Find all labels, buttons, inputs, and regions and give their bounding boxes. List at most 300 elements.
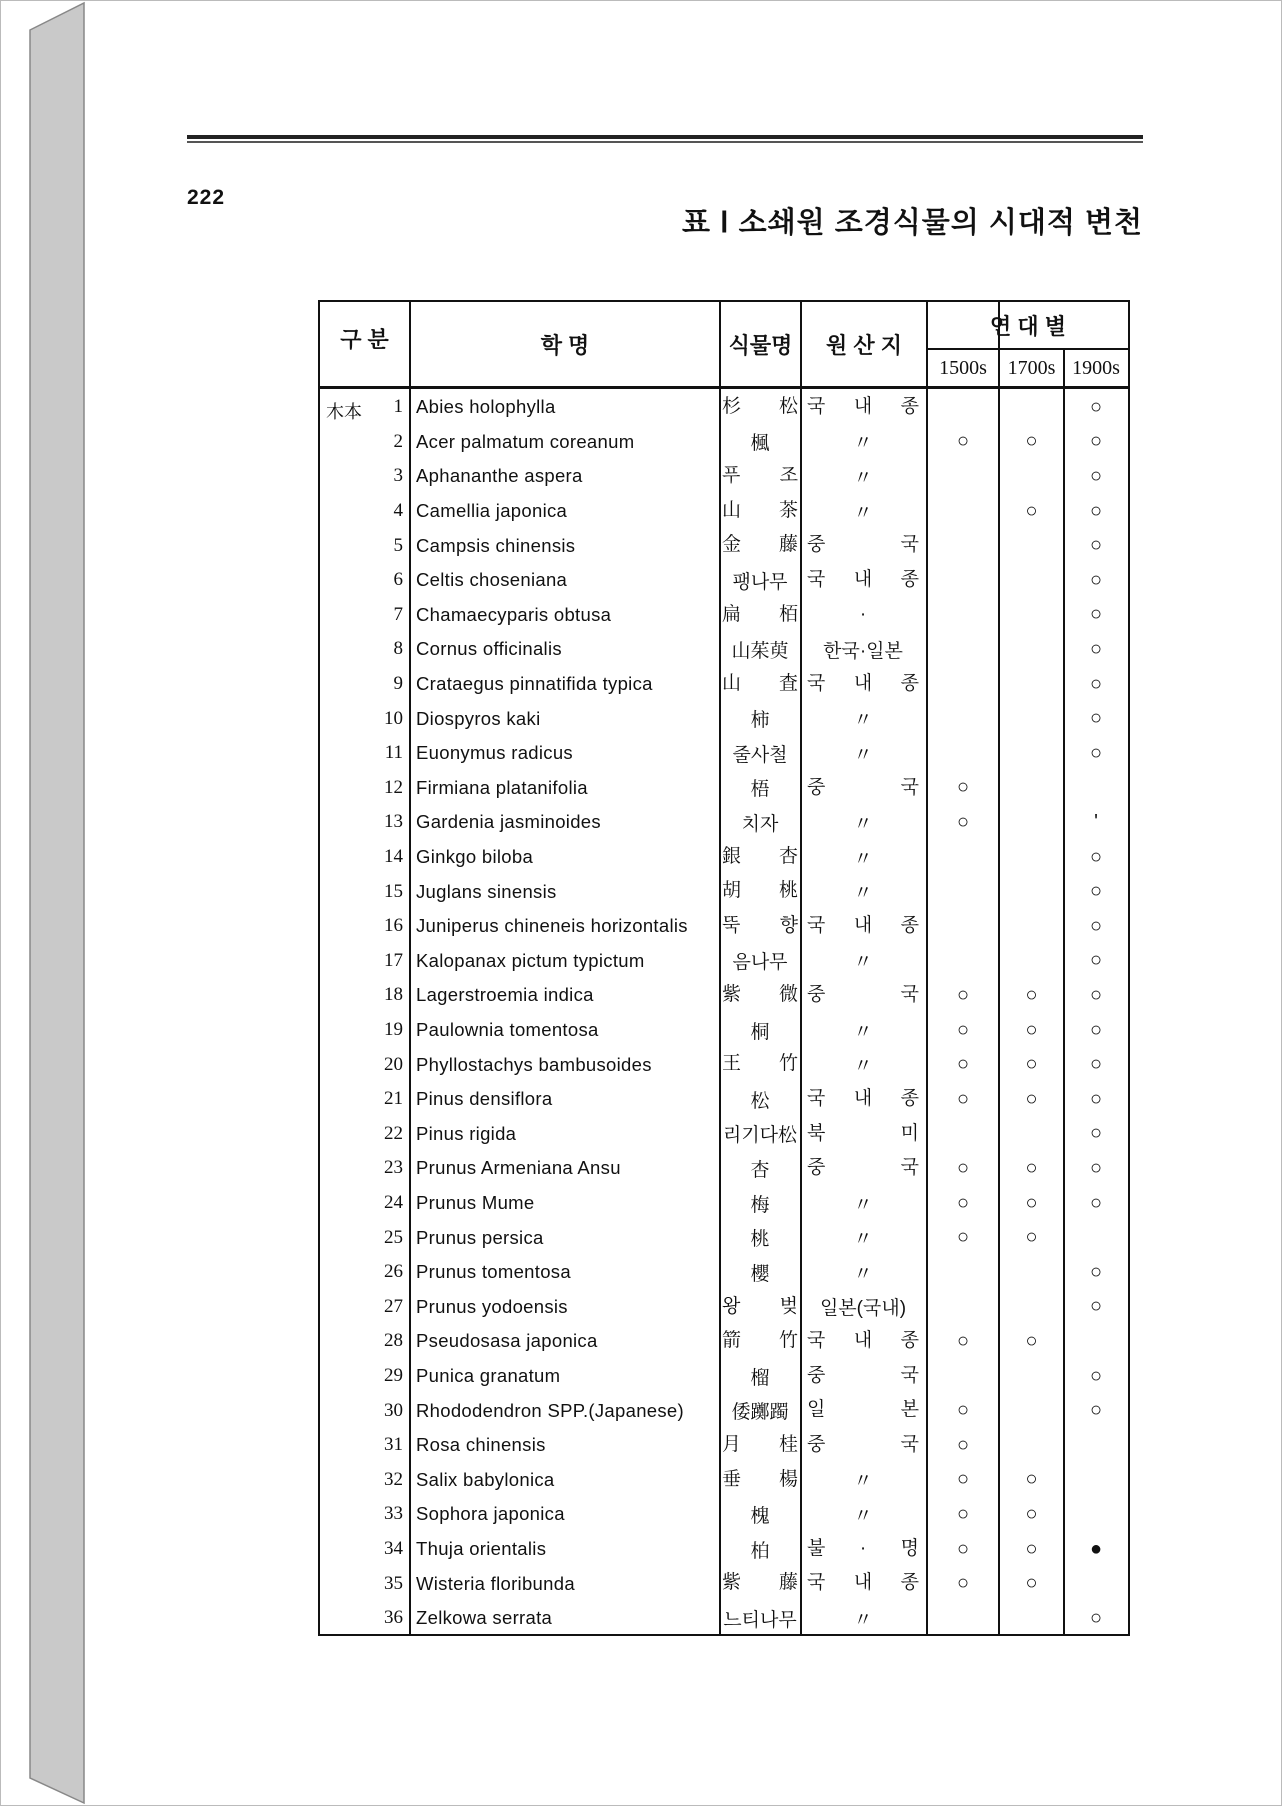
era-mark-1700s [1000,805,1063,840]
plant-name: 槐 [750,1505,770,1527]
origin: 국 내 종 [807,1572,919,1594]
era-mark-1900s: ● [1089,1537,1103,1560]
plant-name: 山 茶 [722,499,798,521]
scientific-name: Celtis choseniana [416,569,568,591]
scientific-name: Thuja orientalis [416,1538,547,1560]
era-mark-1700s [1000,944,1063,979]
table-row [320,1082,1128,1117]
header-divider [320,386,1128,389]
plant-name: 月 桂 [722,1434,798,1455]
row-number: 7 [393,603,403,625]
scientific-name: Salix babylonica [416,1468,555,1490]
scientific-name: Prunus yodoensis [416,1295,568,1317]
origin: 〃 [853,1505,873,1527]
era-mark-1900s [1065,1324,1127,1359]
scientific-name: Pinus rigida [416,1122,517,1144]
origin: 〃 [853,1229,873,1251]
scientific-name: Phyllostachys bambusoides [416,1053,652,1075]
era-mark-1700s [1000,1601,1063,1636]
era-mark-1700s: ○ [1025,1502,1038,1525]
era-mark-1900s: ○ [1089,880,1103,903]
era-mark-1900s: ○ [1089,1191,1103,1214]
table-row [320,1117,1128,1152]
origin: · [859,603,867,625]
header-era-1900s: 1900s [1072,356,1120,379]
row-number: 12 [384,776,403,798]
scientific-name: Lagerstroemia indica [416,984,594,1006]
table-row [320,667,1128,702]
era-mark-1900s: ○ [1089,1260,1103,1283]
era-mark-1500s [928,494,998,529]
era-mark-1900s: ○ [1089,845,1103,868]
table-row [320,390,1128,425]
table-row [320,459,1128,494]
table-row [320,1601,1128,1636]
row-number: 22 [384,1122,403,1144]
era-mark-1500s [928,598,998,633]
table-row [320,840,1128,875]
origin: 〃 [853,502,873,524]
era-mark-1700s [1000,390,1063,425]
plant-name: 王 竹 [722,1053,798,1075]
era-mark-1900s: ○ [1089,707,1103,730]
era-mark-1500s: ○ [956,810,970,833]
row-number: 21 [384,1088,403,1110]
era-mark-1900s [1065,1463,1127,1498]
era-mark-1500s [928,667,998,702]
row-number: 16 [384,915,403,937]
era-mark-1700s: ○ [1025,499,1038,522]
row-number: 19 [384,1019,403,1041]
era-mark-1500s [928,944,998,979]
origin: 〃 [853,1021,873,1043]
table-row [320,1220,1128,1255]
row-number: 28 [384,1330,403,1352]
header-rule-thin [187,141,1143,143]
era-mark-1900s: ○ [1089,949,1103,972]
plant-name: 紫 藤 [722,1572,798,1594]
table-row [320,736,1128,771]
era-mark-1700s [1000,874,1063,909]
era-mark-1700s [1000,598,1063,633]
table-row [320,909,1128,944]
era-mark-1500s: ○ [956,1433,970,1456]
table-row [320,528,1128,563]
era-mark-1500s [928,528,998,563]
era-mark-1700s [1000,909,1063,944]
era-mark-1900s: ○ [1089,672,1103,695]
plant-name: 山茱萸 [731,640,789,662]
origin: 〃 [853,744,873,766]
table-row [320,1359,1128,1394]
plant-name: 楓 [750,433,770,455]
scientific-name: Pseudosasa japonica [416,1330,598,1352]
table-row [320,494,1128,529]
table-row [320,425,1128,460]
scientific-name: Firmiana platanifolia [416,776,588,798]
era-mark-1500s: ○ [956,1502,970,1525]
scientific-name: Camellia japonica [416,500,568,522]
scientific-name: Crataegus pinnatifida typica [416,673,653,695]
era-mark-1900s: ○ [1089,914,1103,937]
scientific-name: Zelkowa serrata [416,1607,553,1629]
era-mark-1900s [1065,1428,1127,1463]
era-mark-1500s [928,874,998,909]
era-mark-1500s: ○ [956,1468,970,1491]
origin: 국 내 종 [807,915,919,936]
era-mark-1700s [1000,701,1063,736]
table-title: 표 Ⅰ 소쇄원 조경식물의 시대적 변천 [681,207,1143,239]
era-mark-1700s [1000,1359,1063,1394]
era-mark-1900s: ○ [1089,1606,1103,1629]
era-mark-1700s: ○ [1025,1329,1038,1352]
era-mark-1900s [1065,771,1127,806]
scientific-name: Abies holophylla [416,396,556,418]
row-number: 3 [393,465,403,487]
table-row [320,805,1128,840]
plant-name: 倭躑躅 [731,1402,789,1424]
era-mark-1700s: ○ [1025,1537,1038,1560]
era-mark-1700s [1000,459,1063,494]
origin: 북 미 [807,1122,919,1144]
group-label: 木本 [326,402,362,422]
origin: 중 국 [807,776,919,798]
era-mark-1700s: ○ [1025,983,1038,1006]
plant-name: 扁 栢 [722,603,798,625]
plant-name: 리기다松 [722,1125,798,1147]
table-row [320,874,1128,909]
era-mark-1500s [928,736,998,771]
era-mark-1500s [928,909,998,944]
scientific-name: Gardenia jasminoides [416,811,601,833]
scientific-name: Prunus persica [416,1226,544,1248]
era-mark-1900s [1065,1566,1127,1601]
table-row [320,701,1128,736]
era-mark-1500s: ○ [956,1572,970,1595]
origin: 국 내 종 [807,1330,919,1352]
scientific-name: Acer palmatum coreanum [416,430,635,452]
era-mark-1900s: ○ [1089,1018,1103,1041]
scientific-name: Rhododendron SPP.(Japanese) [416,1399,684,1421]
era-mark-1500s: ○ [956,776,970,799]
origin: 〃 [853,813,873,835]
scientific-name: Diospyros kaki [416,707,541,729]
table-row [320,1186,1128,1221]
row-number: 36 [384,1607,403,1629]
era-mark-1900s: ○ [1089,1364,1103,1387]
row-number: 8 [393,638,403,660]
page-number: 222 [187,186,226,209]
origin: 〃 [853,952,873,974]
era-mark-1900s: ○ [1089,603,1103,626]
era-mark-1500s [928,1117,998,1152]
era-mark-1900s: ○ [1089,1087,1103,1110]
scientific-name: Rosa chinensis [416,1434,546,1456]
row-number: 31 [384,1434,403,1456]
plant-name: 줄사철 [732,744,788,766]
origin: 〃 [853,1263,873,1285]
plant-name: 뚝 향 [722,915,798,936]
origin: 〃 [853,1194,873,1216]
row-number: 6 [393,569,403,591]
plant-name: 느티나무 [723,1609,797,1631]
era-mark-1700s: ○ [1025,1191,1038,1214]
origin: 중 국 [807,984,919,1006]
era-mark-1700s [1000,771,1063,806]
era-mark-1700s [1000,528,1063,563]
scientific-name: Prunus tomentosa [416,1261,571,1283]
era-mark-1700s [1000,563,1063,598]
scientific-name: Paulownia tomentosa [416,1019,599,1041]
table-row [320,978,1128,1013]
row-number: 27 [384,1295,403,1317]
plant-name: 櫻 [750,1263,770,1285]
era-mark-1700s [1000,1255,1063,1290]
table-row [320,598,1128,633]
plant-name: 팽나무 [732,571,788,593]
era-mark-1900s: ○ [1089,741,1103,764]
era-mark-1900s: ○ [1089,1053,1103,1076]
era-mark-1900s: ○ [1089,637,1103,660]
plant-name: 왕 벚 [722,1295,798,1317]
era-mark-1500s [928,1601,998,1636]
table-row [320,1497,1128,1532]
origin: 〃 [853,1471,873,1493]
era-mark-1700s: ○ [1025,1156,1038,1179]
book-spine [0,0,90,1806]
era-mark-1900s: ○ [1089,568,1103,591]
scientific-name: Chamaecyparis obtusa [416,603,612,625]
table-row [320,563,1128,598]
era-mark-1500s [928,459,998,494]
row-number: 33 [384,1503,403,1525]
era-mark-1500s: ○ [956,1156,970,1179]
era-mark-1700s [1000,1117,1063,1152]
row-number: 24 [384,1192,403,1214]
row-number: 10 [384,707,403,729]
table-row [320,1151,1128,1186]
table-row [320,771,1128,806]
era-mark-1500s: ○ [956,1087,970,1110]
era-mark-1900s [1065,1220,1127,1255]
era-mark-1700s: ○ [1025,1226,1038,1249]
origin: 중 국 [807,1434,919,1455]
era-mark-1700s: ○ [1025,1018,1038,1041]
era-mark-1900s [1065,1497,1127,1532]
era-mark-1500s [928,632,998,667]
era-mark-1500s: ○ [956,983,970,1006]
era-mark-1500s [928,840,998,875]
plant-name: 杉 松 [722,396,798,417]
era-mark-1500s [928,1255,998,1290]
era-mark-1500s: ○ [956,1537,970,1560]
table-row [320,1463,1128,1498]
header-era-1700s: 1700s [1007,356,1056,379]
scientific-name: Prunus Mume [416,1192,535,1214]
era-mark-1900s: ○ [1089,499,1103,522]
era-mark-1900s: ○ [1089,983,1103,1006]
era-mark-1700s [1000,1393,1063,1428]
row-number: 18 [384,984,403,1006]
row-number: 11 [384,742,403,764]
row-number: 20 [384,1053,403,1075]
era-mark-1500s: ○ [956,1018,970,1041]
row-number: 2 [393,430,403,452]
era-mark-1500s: ○ [956,430,970,453]
table-row [320,944,1128,979]
row-number: 35 [384,1572,403,1594]
plant-name: 胡 桃 [722,880,798,902]
row-number: 1 [393,396,403,418]
plant-name: 柏 [750,1540,770,1562]
era-mark-1700s: ○ [1025,1572,1038,1595]
era-mark-1500s [928,701,998,736]
era-mark-1500s [928,1359,998,1394]
era-mark-1500s [928,1290,998,1325]
plant-name: 치자 [741,813,779,835]
plant-name: 杏 [750,1159,770,1181]
origin: 불 · 명 [807,1537,919,1559]
plant-name: 음나무 [732,952,788,974]
row-number: 13 [384,811,403,833]
plant-name: 榴 [750,1367,770,1389]
row-number: 5 [393,534,403,556]
era-mark-1900s: ○ [1089,395,1103,418]
plant-name: 푸 조 [722,465,798,487]
origin: 〃 [853,433,873,455]
table-row [320,1255,1128,1290]
header-era-1500s: 1500s [939,356,987,379]
table-row [320,1324,1128,1359]
era-mark-1700s [1000,667,1063,702]
plant-name: 松 [750,1090,770,1112]
row-number: 23 [384,1157,403,1179]
origin: 〃 [853,883,873,905]
scientific-name: Juniperus chineneis horizontalis [416,915,688,937]
row-number: 32 [384,1468,403,1490]
era-mark-1500s: ○ [956,1329,970,1352]
scientific-name: Sophora japonica [416,1503,565,1525]
origin: 〃 [853,848,873,870]
era-mark-1900s: ' [1094,810,1098,833]
plant-name: 梧 [750,779,770,801]
header-rule-thick [187,135,1143,139]
table-row [320,632,1128,667]
plant-name: 山 査 [722,672,798,694]
table-row [320,1290,1128,1325]
header-scientific-name: 학 명 [540,332,590,358]
origin: 일 본 [807,1399,919,1421]
scientific-name: Ginkgo biloba [416,846,534,868]
header-plant-name: 식물명 [728,332,793,358]
scientific-name: Aphananthe aspera [416,465,583,487]
era-mark-1500s: ○ [956,1191,970,1214]
era-mark-1900s: ○ [1089,430,1103,453]
row-number: 26 [384,1261,403,1283]
scientific-name: Cornus officinalis [416,638,562,660]
header-category: 구 분 [340,326,389,352]
origin: 국 내 종 [807,569,919,590]
row-number: 4 [393,500,403,522]
plant-name: 箭 竹 [722,1330,798,1352]
scientific-name: Prunus Armeniana Ansu [416,1157,621,1179]
plant-name: 紫 微 [722,984,798,1006]
row-number: 14 [384,846,403,868]
plant-name: 金 藤 [722,534,798,556]
origin: 〃 [853,1609,873,1631]
scientific-name: Wisteria floribunda [416,1572,575,1594]
table-row [320,1428,1128,1463]
plant-table [318,300,1130,1636]
row-number: 29 [384,1365,403,1387]
table-row [320,1393,1128,1428]
era-mark-1700s: ○ [1025,430,1038,453]
era-mark-1500s [928,563,998,598]
scientific-name: Juglans sinensis [416,880,557,902]
era-mark-1900s: ○ [1089,1156,1103,1179]
era-mark-1700s [1000,840,1063,875]
plant-name: 桃 [750,1229,770,1251]
origin: 한국·일본 [823,640,903,662]
scientific-name: Kalopanax pictum typictum [416,949,645,971]
era-mark-1900s: ○ [1089,1399,1103,1422]
era-mark-1700s [1000,632,1063,667]
row-number: 30 [384,1399,403,1421]
era-mark-1900s: ○ [1089,534,1103,557]
era-mark-1900s: ○ [1089,464,1103,487]
row-number: 15 [384,880,403,902]
origin: 〃 [853,710,873,732]
origin: 국 내 종 [807,1088,919,1109]
table-row [320,1047,1128,1082]
row-number: 25 [384,1226,403,1248]
era-mark-1500s [928,390,998,425]
era-mark-1700s [1000,1428,1063,1463]
era-mark-1900s: ○ [1089,1295,1103,1318]
table-row [320,1013,1128,1048]
era-mark-1900s: ○ [1089,1122,1103,1145]
table-row [320,1566,1128,1601]
row-number: 9 [393,673,403,695]
origin: 〃 [853,1056,873,1078]
table-row [320,1532,1128,1567]
origin: 일본(국내) [819,1298,907,1320]
era-mark-1700s: ○ [1025,1053,1038,1076]
era-mark-1500s: ○ [956,1399,970,1422]
plant-name: 柿 [750,710,770,732]
era-mark-1700s [1000,1290,1063,1325]
plant-name: 梅 [750,1194,770,1216]
scientific-name: Euonymus radicus [416,742,573,764]
era-mark-1700s: ○ [1025,1468,1038,1491]
scientific-name: Pinus densiflora [416,1088,553,1110]
origin: 중 국 [807,534,919,556]
origin: 중 국 [807,1157,919,1179]
scientific-name: Punica granatum [416,1365,561,1387]
era-mark-1500s: ○ [956,1053,970,1076]
era-mark-1700s: ○ [1025,1087,1038,1110]
header-era-group: 연 대 별 [990,313,1066,339]
era-mark-1700s [1000,736,1063,771]
origin: 중 국 [807,1364,919,1386]
plant-name: 垂 楊 [722,1468,798,1490]
header-origin: 원 산 지 [826,332,902,358]
row-number: 17 [384,949,403,971]
plant-name: 銀 杏 [722,845,798,867]
origin: 〃 [853,467,873,489]
origin: 국 내 종 [807,672,919,694]
era-mark-1500s: ○ [956,1226,970,1249]
